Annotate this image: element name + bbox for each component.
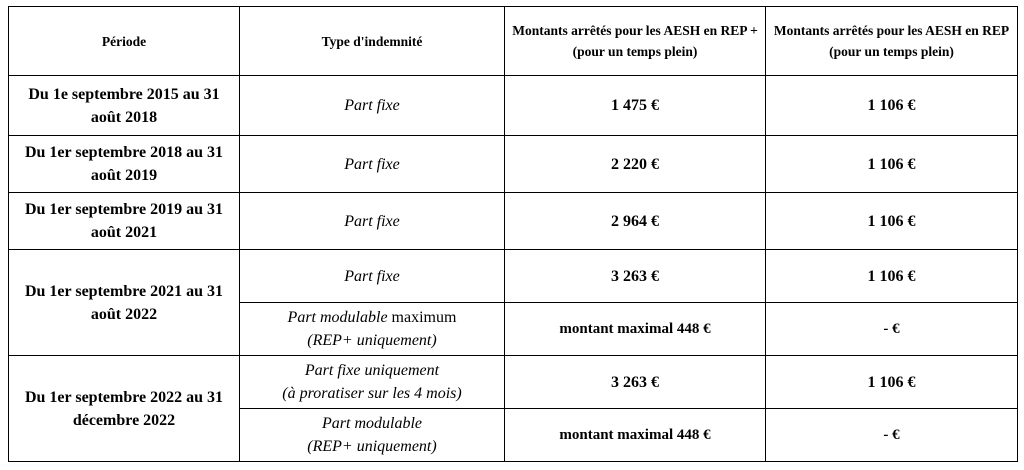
rep-plus-amount: 2 220 €	[505, 136, 766, 193]
rep-plus-amount: 3 263 €	[505, 356, 766, 409]
period-cell: Du 1e septembre 2015 au 31 août 2018	[9, 76, 240, 136]
table-row	[9, 193, 1018, 250]
type-first-line: Part modulable	[322, 415, 422, 432]
rep-amount: 1 106 €	[766, 250, 1018, 303]
type-first-line: Part fixe uniquement	[304, 362, 440, 380]
type-cell: Part fixe	[240, 76, 505, 136]
header-row	[9, 7, 1018, 76]
period-cell: Du 1er septembre 2022 au 31 décembre 2022	[9, 356, 240, 462]
table-row	[9, 250, 1018, 303]
header-rep-plus: Montants arrêtés pour les AESH en REP + (pour un temps plein)	[505, 7, 766, 76]
type-second-line: (REP+ uniquement)	[307, 438, 437, 455]
period-cell: Du 1er septembre 2021 au 31 août 2022	[9, 250, 240, 356]
period-cell: Du 1er septembre 2018 au 31 août 2019	[9, 136, 240, 193]
type-italic-part: Part modulable	[287, 309, 388, 327]
type-cell: Part fixe	[240, 193, 505, 250]
rep-plus-amount: 3 263 €	[505, 250, 766, 303]
table-row	[9, 76, 1018, 136]
rep-amount: - €	[766, 303, 1018, 356]
type-normal-part: maximum	[387, 309, 457, 327]
type-cell: Part fixe	[240, 136, 505, 193]
type-second-line: (à proratiser sur les 4 mois)	[282, 385, 462, 403]
rep-amount: 1 106 €	[766, 136, 1018, 193]
header-periode: Période	[9, 7, 240, 76]
rep-plus-amount: montant maximal 448 €	[505, 409, 766, 462]
header-type: Type d'indemnité	[240, 7, 505, 76]
header-rep: Montants arrêtés pour les AESH en REP (pour un temps plein)	[766, 7, 1018, 76]
period-cell: Du 1er septembre 2019 au 31 août 2021	[9, 193, 240, 250]
rep-plus-amount: 2 964 €	[505, 193, 766, 250]
rep-amount: 1 106 €	[766, 193, 1018, 250]
rep-amount: 1 106 €	[766, 356, 1018, 409]
type-cell: Part fixe	[240, 250, 505, 303]
rep-plus-amount: montant maximal 448 €	[505, 303, 766, 356]
type-second-line: (REP+ uniquement)	[307, 332, 437, 350]
rep-amount: - €	[766, 409, 1018, 462]
rep-amount: 1 106 €	[766, 76, 1018, 136]
type-cell	[240, 303, 505, 356]
type-cell	[240, 356, 505, 409]
rep-plus-amount: 1 475 €	[505, 76, 766, 136]
table-row	[9, 136, 1018, 193]
table-row	[9, 356, 1018, 409]
type-cell	[240, 409, 505, 462]
indemnity-table	[8, 6, 1018, 462]
